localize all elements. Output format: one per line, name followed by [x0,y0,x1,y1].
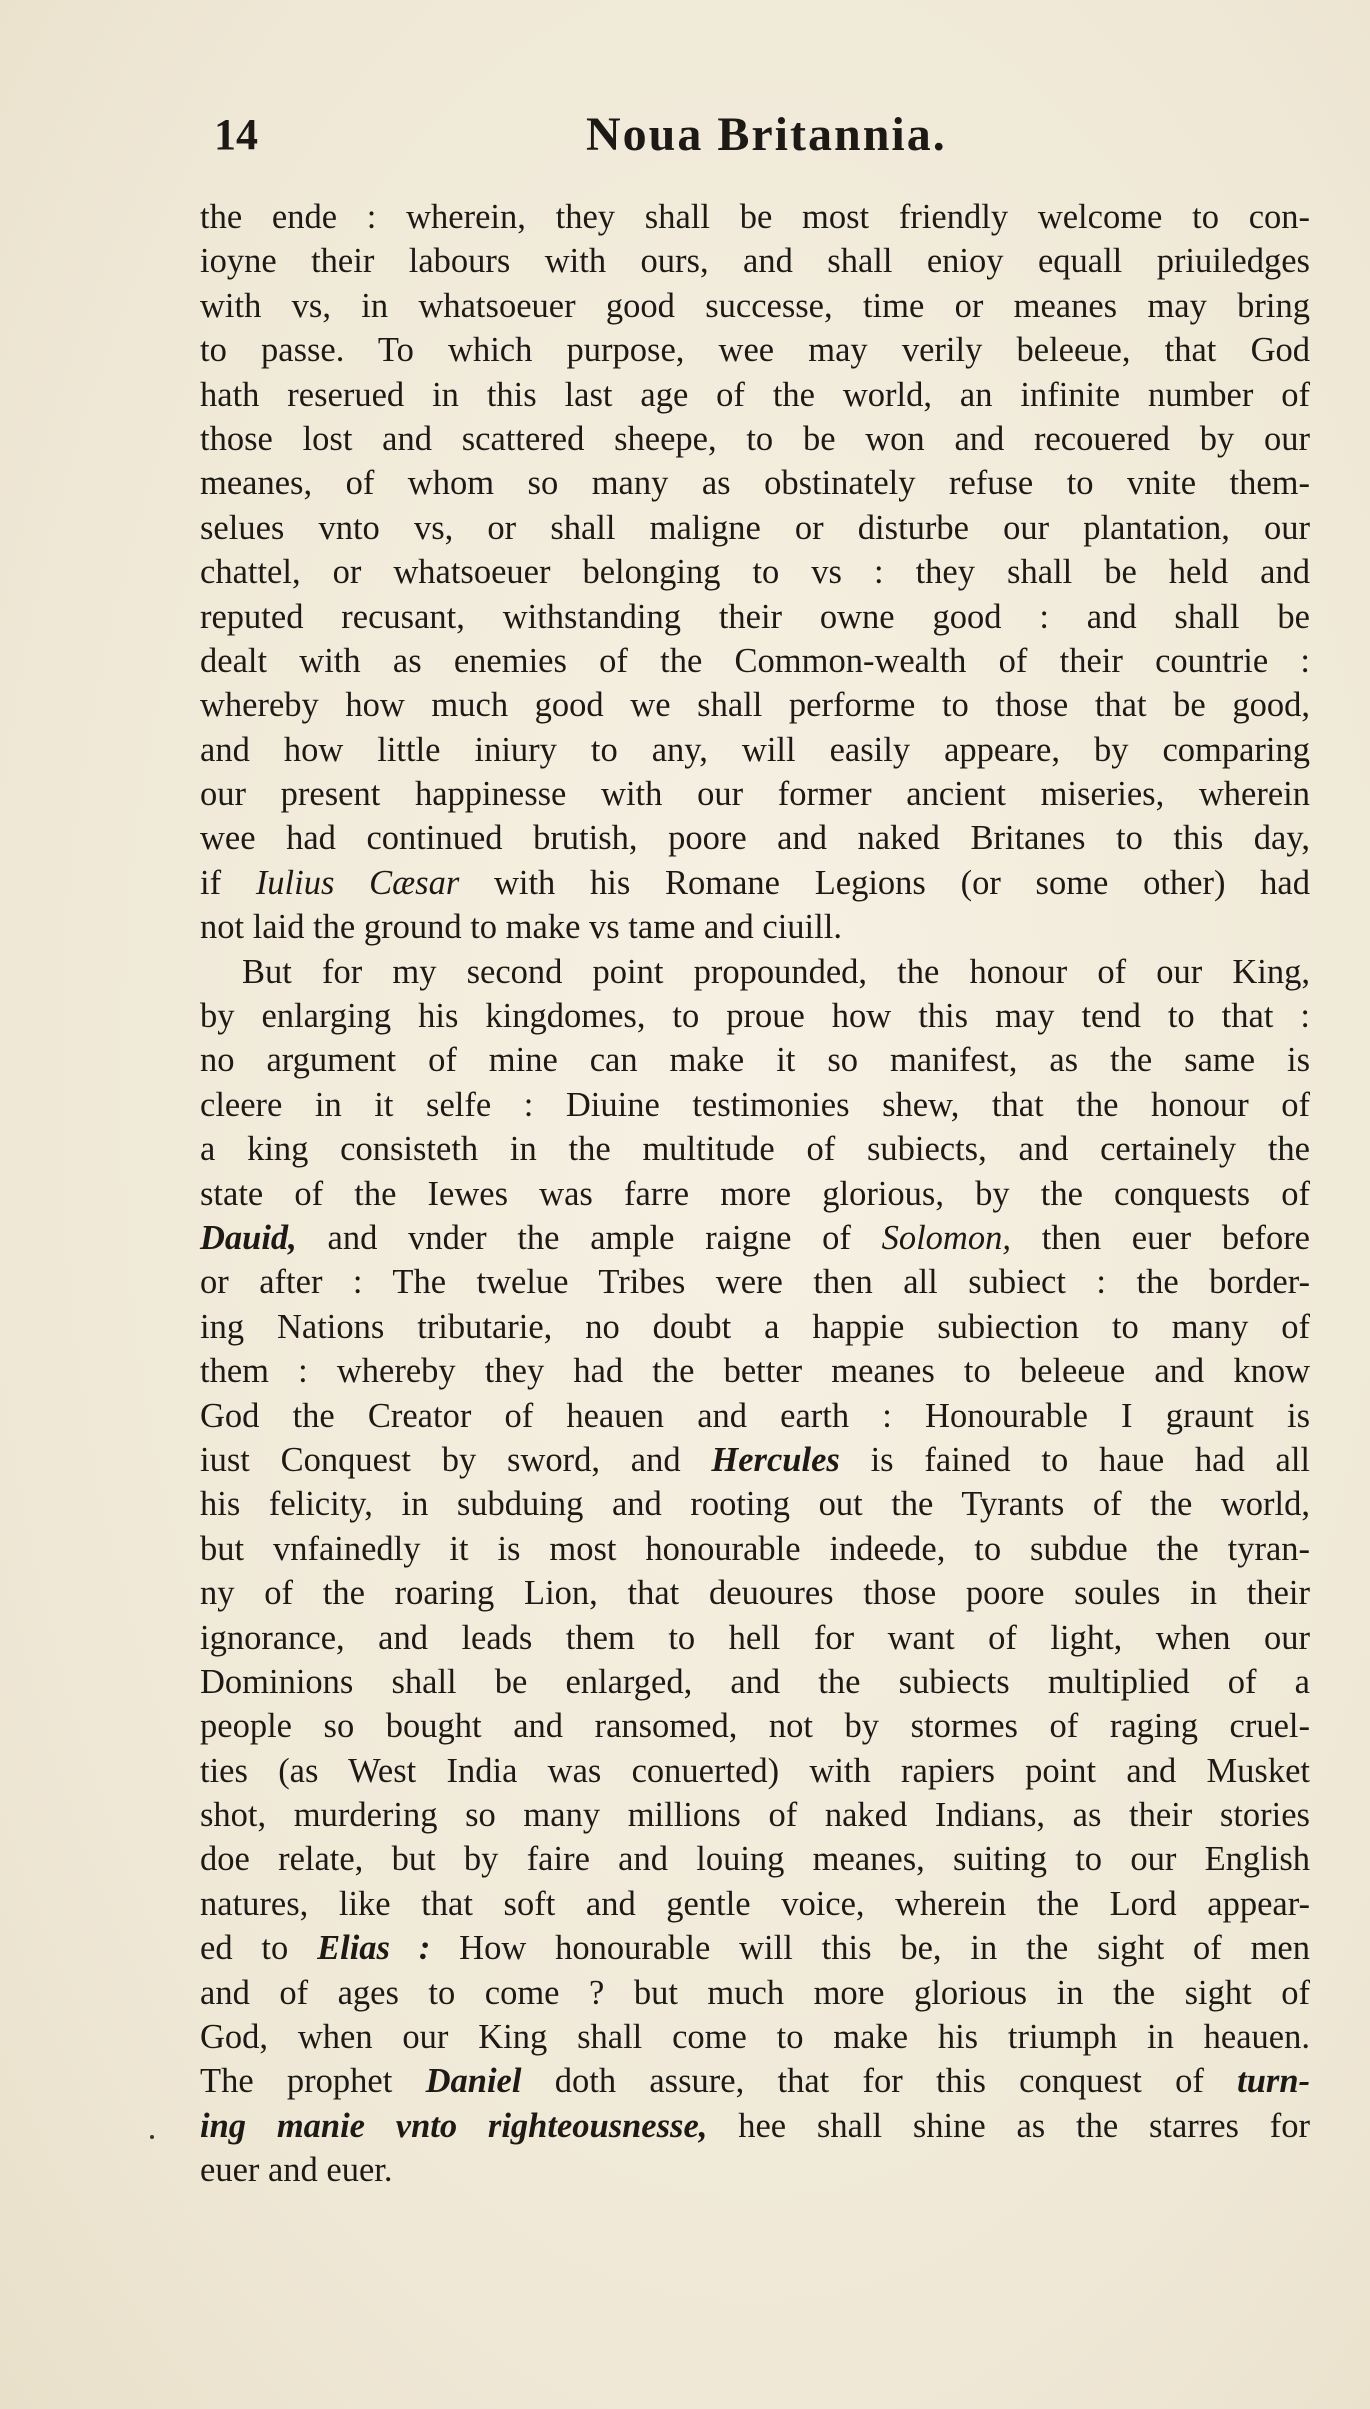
italic-name: Dauid, [200,1218,297,1257]
text-segment: natures, like that soft and gentle voice, wherein the Lord appear- [200,1884,1310,1923]
text-segment: reputed recusant, withstanding their owne good : and shall be [200,597,1310,636]
text-segment: God the Creator of heauen and earth : Honourable I graunt is [200,1396,1310,1435]
text-line [200,461,1310,505]
text-line [200,1837,1310,1881]
text-line [200,2104,1310,2148]
text-segment: not laid the ground to make vs tame and ciuill. [200,908,842,947]
text-segment: and of ages to come ? but much more glorious in the sight of [200,1973,1310,2012]
text-segment: ignorance, and leads them to hell for want of light, when our [200,1618,1310,1657]
text-segment: with vs, in whatsoeuer good successe, time or meanes may bring [200,286,1310,325]
text-segment: his felicity, in subduing and rooting out the Tyrants of the world, [200,1485,1310,1524]
text-segment: The prophet [200,2062,426,2101]
text-line [200,1305,1310,1349]
paragraph [200,195,1310,950]
page-number: 14 [214,110,258,159]
text-segment: wee had continued brutish, poore and naked Britanes to this day, [200,819,1310,858]
text-segment: to passe. To which purpose, wee may verily beleeue, that God [200,331,1310,370]
text-segment: God, when our King shall come to make his triumph in heauen. [200,2018,1310,2057]
text-line [200,1038,1310,1082]
text-segment: But for my second point propounded, the honour of our King, [242,952,1310,991]
italic-name: Hercules [711,1440,840,1479]
text-segment: with his Romane Legions (or some other) had [459,863,1310,902]
italic-name: Daniel [425,2062,522,2101]
text-line [200,1704,1310,1748]
text-segment: shot, murdering so many millions of naked Indians, as their stories [200,1796,1310,1835]
body-text [200,195,1310,2193]
text-line [200,1882,1310,1926]
italic-name: Elias : [317,1929,431,1968]
italic-name: Solomon, [881,1218,1011,1257]
text-segment: hath reserued in this last age of the world, an infinite number of [200,375,1310,414]
text-segment: ny of the roaring Lion, that deuoures those poore soules in their [200,1574,1310,1613]
text-segment: meanes, of whom so many as obstinately refuse to vnite them- [200,464,1310,503]
text-line [200,417,1310,461]
text-segment: hee shall shine as the starres for [707,2106,1311,2145]
italic-name: Iulius Cæsar [255,863,460,902]
text-segment: those lost and scattered sheepe, to be won and recouered by our [200,419,1310,458]
text-line [200,816,1310,860]
text-segment: state of the Iewes was farre more glorious, by the conquests of [200,1174,1310,1213]
text-segment: chattel, or whatsoeuer belonging to vs : they shall be held and [200,553,1310,592]
text-segment: and vnder the ample raigne of [296,1218,882,1257]
text-line [200,1527,1310,1571]
text-segment: our present happinesse with our former ancient miseries, wherein [200,775,1310,814]
running-title: Noua Britannia. [586,108,947,161]
text-segment: no argument of mine can make it so manifest, as the same is [200,1041,1310,1080]
text-segment: cleere in it selfe : Diuine testimonies shew, that the honour of [200,1085,1310,1124]
text-segment: the ende : wherein, they shall be most friendly welcome to con- [200,198,1310,236]
text-segment: whereby how much good we shall performe to those that be good, [200,686,1310,725]
text-line [200,1571,1310,1615]
text-line [200,1216,1310,1260]
text-segment: dealt with as enemies of the Common-wealth of their countrie : [200,641,1310,680]
text-line [200,1260,1310,1304]
paragraph [200,950,1310,2193]
text-segment: How honourable will this be, in the sight of men [430,1929,1310,1968]
text-line [200,239,1310,283]
text-segment: doth assure, that for this conquest of [521,2062,1238,2101]
text-segment: and how little iniury to any, will easily appeare, by comparing [200,730,1310,769]
text-line [200,1172,1310,1216]
text-line [200,1349,1310,1393]
text-line [200,683,1310,727]
text-segment: doe relate, but by faire and louing meanes, suiting to our English [200,1840,1310,1879]
text-segment: euer and euer. [200,2151,393,2190]
text-segment: a king consisteth in the multitude of subiects, and certainely the [200,1130,1310,1169]
text-line [200,506,1310,550]
text-line [200,861,1310,905]
text-line [200,2015,1310,2059]
text-segment: ed to [200,1929,318,1968]
text-line [200,195,1310,239]
text-segment: people so bought and ransomed, not by stormes of raging cruel- [200,1707,1310,1746]
margin-mark [150,2135,154,2139]
text-segment: them : whereby they had the better meanes to beleeue and know [200,1352,1310,1391]
text-line [200,373,1310,417]
text-line [200,639,1310,683]
text-line [200,1793,1310,1837]
text-line [200,1438,1310,1482]
text-line [200,1394,1310,1438]
italic-name: turn- [1237,2062,1310,2101]
text-line [200,1482,1310,1526]
text-line [200,1749,1310,1793]
text-line [200,2148,1310,2192]
text-line [200,2059,1310,2103]
text-segment: by enlarging his kingdomes, to proue how this may tend to that : [200,997,1310,1036]
text-segment: selues vnto vs, or shall maligne or disturbe our plantation, our [200,508,1310,547]
text-segment: Dominions shall be enlarged, and the subiects multiplied of a [200,1662,1310,1701]
text-line [200,595,1310,639]
text-line [200,550,1310,594]
text-line [200,994,1310,1038]
text-segment: ties (as West India was conuerted) with rapiers point and Musket [200,1751,1310,1790]
text-line [200,772,1310,816]
text-segment: is fained to haue had all [839,1440,1311,1479]
page-header [214,105,1214,165]
text-segment: iust Conquest by sword, and [200,1440,712,1479]
text-line [200,1616,1310,1660]
text-segment: then euer before [1010,1218,1310,1257]
text-line [200,1971,1310,2015]
text-segment: ing Nations tributarie, no doubt a happie subiection to many of [200,1307,1310,1346]
text-segment: but vnfainedly it is most honourable indeede, to subdue the tyran- [200,1529,1310,1568]
text-line [200,950,1310,994]
text-line [200,284,1310,328]
text-line [200,1083,1310,1127]
text-segment: ioyne their labours with ours, and shall enioy equall priuiledges [200,242,1310,281]
text-line [200,905,1310,949]
text-segment: or after : The twelue Tribes were then all subiect : the border- [200,1263,1310,1302]
text-line [200,1926,1310,1970]
italic-name: ing manie vnto righteousnesse, [200,2106,708,2145]
text-line [200,1127,1310,1171]
text-segment: if [200,863,256,902]
text-line [200,328,1310,372]
text-line [200,1660,1310,1704]
text-line [200,728,1310,772]
